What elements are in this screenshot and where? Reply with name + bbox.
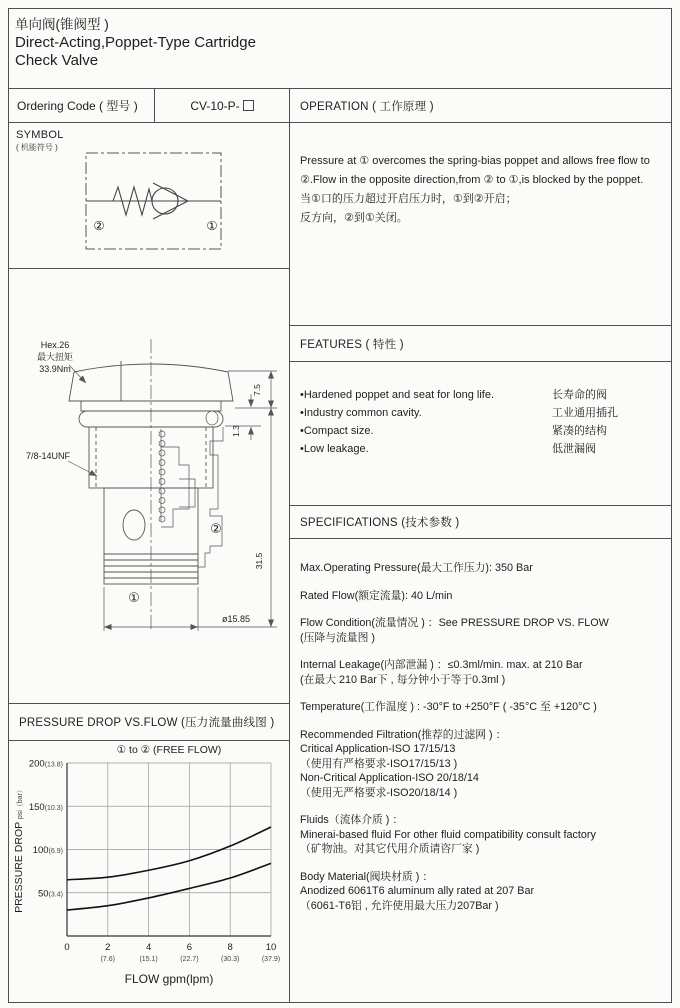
operation-body	[290, 123, 672, 326]
y-tick-label: 50(3.4)	[38, 888, 63, 900]
operation-text-zh1: 当①口的压力超过开启压力时，①到②开启；	[300, 193, 517, 205]
spec-line: Fluids（流体介质 ) ：	[300, 814, 404, 826]
symbol-port-2: ②	[93, 219, 105, 233]
ordering-code-blank-box	[243, 100, 254, 111]
left-panel	[9, 89, 289, 1003]
spec-line: Rated Flow(额定流量): 40 L/min	[300, 589, 453, 602]
spec-line: （矿物油。对其它代用介质请咨厂家 )	[300, 843, 480, 855]
symbol-port-1: ①	[206, 219, 218, 233]
spec-block	[300, 658, 666, 687]
ordering-code-text: CV-10-P-	[190, 98, 240, 113]
drawing-labels	[26, 340, 264, 624]
chart-section-header	[9, 704, 289, 741]
spec-line: (压降与流量图 )	[300, 631, 375, 644]
hex-label-line2: 最大扭矩	[36, 352, 74, 362]
spec-line: Anodized 6061T6 aluminum ally rated at 207 Bar	[300, 885, 535, 897]
spec-line: Flow Condition(流量情况 ) ：See PRESSURE DROP VS. FLOW	[300, 617, 609, 629]
x-tick-label: 4	[145, 942, 152, 953]
datasheet-page	[8, 8, 672, 1003]
operation-header	[290, 89, 672, 123]
chart-section	[9, 741, 289, 1003]
ordering-code-value	[155, 89, 289, 122]
spec-line: Max.Operating Pressure(最大工作压力): 350 Bar	[300, 562, 533, 574]
o-ring	[206, 411, 218, 425]
hex-label-line1: Hex.26	[40, 340, 70, 350]
valve-outline	[69, 339, 233, 631]
spec-line: Body Material(阀块材质 ) ：	[300, 870, 434, 883]
x-tick-label: 0	[64, 942, 70, 953]
spec-block	[300, 561, 666, 576]
specifications-list	[290, 539, 672, 1003]
spec-block	[300, 728, 666, 801]
spec-line: Critical Application-ISO 17/15/13	[300, 743, 456, 755]
feature-text-en: •Compact size.	[300, 425, 374, 437]
pressure-drop-chart	[9, 741, 289, 1003]
x-tick-label: 6	[186, 942, 193, 953]
spring-coil	[159, 431, 165, 437]
symbol-section	[9, 123, 289, 269]
operation-heading-text: OPERATION ( 工作原理 )	[300, 100, 434, 113]
thread-leader-line	[68, 461, 97, 476]
chart-xlabel: FLOW gpm(lpm)	[124, 972, 214, 986]
valve-body	[104, 488, 198, 554]
chart-title: ① to ② (FREE FLOW)	[116, 744, 222, 756]
x-tick-label: 8	[227, 942, 233, 953]
operation-text-en: Pressure at ① overcomes the spring-bias poppet and allows free flow to ②.Flow in the opposite direction,from ② to ①,is blocked by the poppet.	[300, 155, 650, 186]
specifications-header	[290, 506, 672, 539]
x-tick-sublabel: (22.7)	[180, 956, 199, 963]
feature-text-en: •Low leakage.	[300, 443, 369, 455]
hex-label-line3: 33.9Nm	[39, 364, 71, 374]
x-tick-sublabel: (30.3)	[221, 956, 240, 963]
chart-section-heading-text: PRESSURE DROP VS.FLOW (压力流量曲线图 )	[19, 717, 275, 729]
features-header	[290, 326, 672, 362]
spec-line: （使用有严格要求-ISO17/15/13 )	[300, 757, 458, 770]
y-tick-label: 200(13.8)	[28, 758, 63, 770]
symbol-subheading: ( 机能符号 )	[16, 143, 58, 152]
dim-7-5-label: 7.5	[252, 384, 262, 396]
features-heading-text: FEATURES ( 特性 )	[300, 338, 404, 351]
ordering-code-label: Ordering Code ( 型号 )	[9, 89, 155, 122]
spec-line: Internal Leakage(内部泄漏 ) ：≤0.3ml/min. max. at 210 Bar	[300, 659, 583, 671]
feature-text-zh: 低泄漏阀	[552, 443, 596, 455]
y-tick-label: 100(6.9)	[32, 845, 63, 856]
page-title-zh: 单向阀(锥阀型 )	[15, 17, 109, 32]
page-title-en-line2: Check Valve	[15, 51, 99, 69]
hex-leader-line	[69, 365, 86, 383]
feature-item	[300, 386, 664, 404]
feature-text-en: •Industry common cavity.	[300, 407, 422, 419]
feature-text-en: •Hardened poppet and seat for long life.	[300, 389, 495, 401]
spec-line: Recommended Filtration(推荐的过滤网 ) ：	[300, 728, 507, 741]
thread-label: 7/8-14UNF	[25, 451, 71, 461]
upper-curve	[67, 827, 271, 880]
drawing-port-2: ②	[210, 521, 222, 536]
chart-ylabel: PRESSURE DROP psi（bar）	[13, 786, 25, 913]
spec-line: （使用无严格要求-ISO20/18/14 )	[300, 786, 458, 799]
drawing-port-1: ①	[128, 590, 140, 605]
page-title-en-line1: Direct-Acting,Poppet-Type Cartridge	[15, 34, 256, 51]
drawing-section	[9, 269, 289, 704]
spec-line: （6061-T6铝 , 允许使用最大压力207Bar )	[300, 899, 499, 912]
title-block	[9, 9, 671, 89]
spec-block	[300, 589, 666, 604]
x-tick-sublabel: (15.1)	[139, 956, 158, 963]
spec-line: Temperature(工作温度 ) : -30°F to +250°F ( -35°C 至 +120°C )	[300, 701, 597, 713]
valve-cross-section-drawing	[9, 269, 289, 704]
spec-block	[300, 616, 666, 645]
features-list	[290, 362, 672, 506]
spec-line: Non-Critical Application-ISO 20/18/14	[300, 772, 479, 784]
specifications-heading-text: SPECIFICATIONS (技术参数 )	[300, 517, 460, 529]
operation-text-zh2: 反方向，②到①关闭。	[300, 211, 408, 224]
spec-line: Minerai-based fluid For other fluid compatibility consult factory	[300, 828, 596, 841]
spec-block	[300, 813, 666, 857]
cross-port-hole	[123, 510, 145, 540]
spec-block	[300, 700, 666, 715]
feature-text-zh: 长寿命的阀	[552, 389, 607, 401]
dim-diameter-label: ø15.85	[221, 614, 251, 624]
symbol-heading: SYMBOL	[16, 129, 64, 141]
feature-item	[300, 404, 664, 422]
feature-text-zh: 紧凑的结构	[552, 425, 607, 437]
poppet	[161, 447, 189, 527]
feature-item	[300, 440, 664, 458]
dim-31-5-label: 31.5	[254, 552, 264, 570]
right-panel	[289, 89, 672, 1003]
feature-text-zh: 工业通用插孔	[552, 407, 618, 419]
x-tick-label: 2	[105, 942, 111, 953]
spec-line: (在最大 210 Bar下 , 每分钟小于等于0.3ml )	[300, 673, 506, 686]
x-tick-sublabel: (37.9)	[261, 956, 281, 963]
ordering-code-row	[9, 89, 289, 123]
lower-curve	[67, 863, 271, 910]
x-tick-label: 10	[265, 942, 277, 953]
spec-block	[300, 870, 666, 914]
dim-1-3-label: 1.3	[231, 425, 241, 437]
dimensions	[68, 365, 277, 631]
y-tick-label: 150(10.3)	[28, 801, 63, 813]
feature-item	[300, 422, 664, 440]
section-profile	[198, 427, 223, 584]
x-tick-sublabel: (7.6)	[100, 956, 116, 963]
